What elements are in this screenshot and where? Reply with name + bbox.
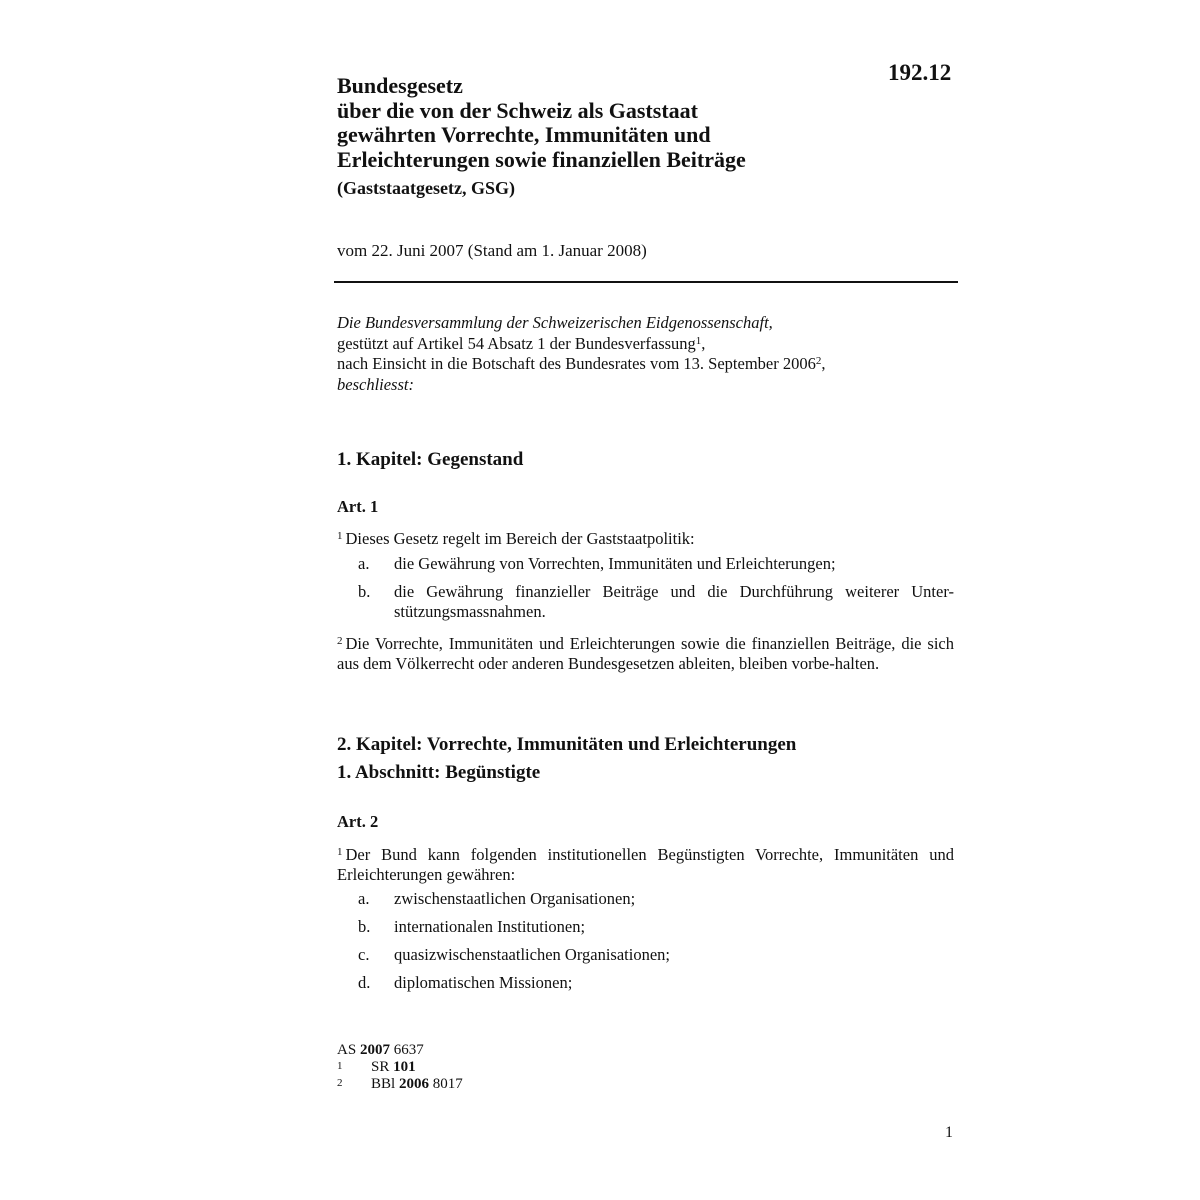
list-marker: c. [358, 945, 370, 964]
paragraph-number: 1 [337, 530, 343, 542]
paragraph-text: Die Vorrechte, Immunitäten und Erleichterungen sowie die finanziellen Beiträge, die sich aus dem Völkerrecht oder anderen Bundesgesetzen ableiten, bleiben vorbe-halten. [337, 634, 954, 673]
list-marker: a. [358, 889, 370, 908]
title-line: Bundesgesetz [337, 73, 463, 98]
fn-prefix: BBl [371, 1076, 396, 1092]
footnote-1 [337, 1059, 463, 1076]
article-1-paragraph-2 [337, 631, 954, 674]
chapter-2-heading: 2. Kapitel: Vorrechte, Immunitäten und Erleichterungen [337, 734, 797, 755]
list-marker: d. [358, 973, 371, 992]
fn-suffix: 8017 [432, 1076, 463, 1092]
preamble [337, 313, 957, 395]
footnote-number: 1 [337, 1060, 343, 1072]
list-marker: b. [358, 917, 371, 936]
title-line: Erleichterungen sowie finanziellen Beiträge [337, 146, 746, 172]
preamble-decree: beschliesst: [337, 374, 414, 394]
footnote-text [371, 1076, 463, 1093]
article-1-paragraph-1 [337, 526, 954, 549]
as-prefix: AS [337, 1042, 357, 1058]
list-item [337, 917, 954, 937]
article-1-title: Art. 1 [337, 497, 379, 516]
title-line: über die von der Schweiz als Gaststaat [337, 97, 698, 123]
list-text: die Gewährung finanzieller Beiträge und die Durchführung weiterer Unter-stützungsmassnahmen. [394, 582, 954, 621]
article-2-title: Art. 2 [337, 812, 379, 831]
as-reference [337, 1042, 463, 1059]
fn-prefix: SR [371, 1059, 390, 1075]
footnote-number: 2 [337, 1077, 343, 1089]
list-text: zwischenstaatlichen Organisationen; [394, 889, 636, 908]
footnote-ref-1[interactable]: 1 [695, 334, 702, 347]
preamble-basis [337, 334, 957, 355]
list-item [337, 889, 954, 909]
paragraph-text: Der Bund kann folgenden institutionellen Begünstigten Vorrechte, Immunitäten und Erleichterungen gewähren: [337, 845, 954, 884]
list-text: die Gewährung von Vorrechten, Immunitäten und Erleichterungen; [394, 554, 836, 573]
footnotes [337, 1042, 463, 1093]
footnote-text [371, 1059, 416, 1076]
footnote-ref-2[interactable]: 2 [815, 355, 822, 367]
short-title: (Gaststaatgesetz, GSG) [337, 178, 515, 198]
list-item [337, 582, 954, 622]
basis-end: , [701, 333, 706, 353]
sr-number: 192.12 [888, 60, 952, 85]
as-year: 2007 [359, 1042, 390, 1058]
title-line: gewährten Vorrechte, Immunitäten und [337, 122, 711, 147]
list-item [337, 945, 954, 965]
list-text: quasizwischenstaatlichen Organisationen; [394, 945, 670, 964]
section-1-heading: 1. Abschnitt: Begünstigte [337, 762, 541, 783]
list-marker: a. [358, 554, 370, 573]
law-title [337, 74, 897, 199]
paragraph-number: 1 [337, 846, 343, 858]
fn-bold: 2006 [398, 1076, 429, 1092]
as-page: 6637 [393, 1042, 424, 1058]
list-text: internationalen Institutionen; [394, 917, 586, 936]
date-line: vom 22. Juni 2007 (Stand am 1. Januar 2008) [337, 241, 647, 260]
message-text: nach Einsicht in die Botschaft des Bundesrates vom 13. September 2006 [337, 354, 816, 373]
list-marker: b. [358, 582, 371, 601]
list-item [337, 554, 954, 574]
list-item [337, 973, 954, 993]
article-1-list [337, 554, 954, 630]
page-number: 1 [945, 1124, 953, 1141]
basis-text: gestützt auf Artikel 54 Absatz 1 der Bundesverfassung [337, 333, 696, 353]
footnote-2 [337, 1076, 463, 1093]
preamble-message [337, 354, 957, 375]
message-end: , [821, 354, 826, 373]
paragraph-text: Dieses Gesetz regelt im Bereich der Gaststaatpolitik: [345, 529, 695, 548]
divider [334, 281, 958, 283]
chapter-1-heading: 1. Kapitel: Gegenstand [337, 449, 524, 470]
fn-bold: 101 [393, 1059, 416, 1075]
preamble-intro: Die Bundesversammlung der Schweizerischen Eidgenossenschaft, [337, 313, 773, 332]
paragraph-number: 2 [337, 635, 343, 647]
article-2-list [337, 889, 954, 1001]
article-2-paragraph-1 [337, 842, 954, 885]
list-text: diplomatischen Missionen; [394, 973, 573, 992]
